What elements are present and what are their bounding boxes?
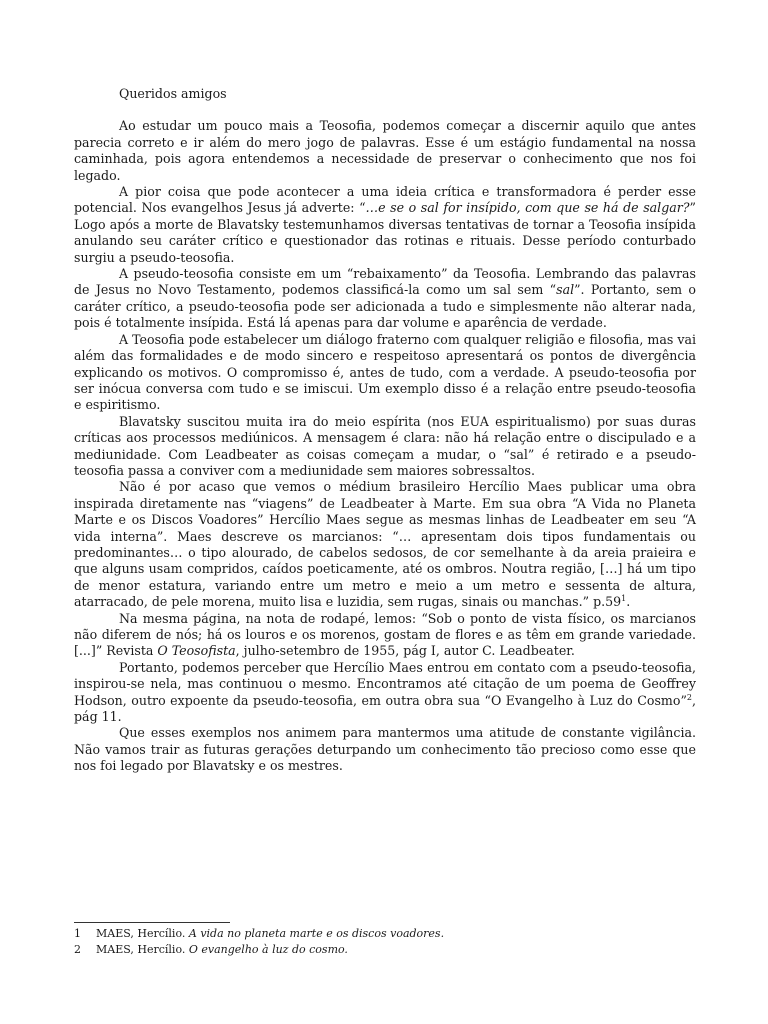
text-run: ”. Portanto, sem o caráter crítico, a pseudo-teosofia pode ser adicionada a tudo e simplesmente não alterar nada, pois é totalmente insípida. Está lá apenas para dar volume e aparência de verdade. <box>74 282 696 331</box>
text-run: , pág 11. <box>74 692 696 725</box>
footnote-ref: 1 <box>621 594 627 603</box>
letter-body <box>74 86 696 775</box>
paragraph <box>74 479 696 610</box>
paragraph <box>74 184 696 266</box>
text-run: A pior coisa que pode acontecer a uma ideia crítica e transformadora é perder esse potencial. Nos evangelhos Jesus já adverte: “ <box>74 184 696 216</box>
paragraph <box>74 725 696 774</box>
text-run: A pseudo-teosofia consiste em um “rebaixamento” da Teosofia. Lembrando das palavras de Jesus no Novo Testamento, podemos classificá-la como um sal sem “ <box>74 266 696 298</box>
text-run: ” Logo após a morte de Blavatsky testemunhamos diversas tentativas de tornar a Teosofia insípida anulando seu caráter crítico e questionador das rotinas e rituais. Desse período conturbado surgiu a pseudo-teosofia. <box>74 200 696 265</box>
footnote-ref: 2 <box>686 692 692 702</box>
paragraph <box>74 414 696 480</box>
footnote-text <box>96 942 348 958</box>
paragraph <box>74 332 696 414</box>
paragraph <box>74 266 696 332</box>
text-run: Que esses exemplos nos animem para mantermos uma atitude de constante vigilância. Não vamos trair as futuras gerações deturpando um conhecimento tão precioso como esse que nos foi legado por Blavatsky e os mestres. <box>74 725 696 774</box>
footnote-number: 2 <box>74 942 81 956</box>
italic-text: O Teosofista <box>157 643 236 659</box>
text-run: Ao estudar um pouco mais a Teosofia, podemos começar a discernir aquilo que antes parecia correto e ir além do mero jogo de palavras. Esse é um estágio fundamental na nossa caminhada, pois agora entendemos a necessidade de preservar o conhecimento que nos foi legado. <box>74 118 696 183</box>
text-run: , julho-setembro de 1955, pág I, autor C. Leadbeater. <box>235 643 575 659</box>
text-run: A Teosofia pode estabelecer um diálogo fraterno com qualquer religião e filosofia, mas vai além das formalidades e de modo sincero e respeitoso apresentará os pontos de divergência explicando os motivos. O compromisso é, antes de tudo, com a verdade. A pseudo-teosofia por ser inócua conversa com tudo e se imiscui. Um exemplo disso é a relação entre pseudo-teosofia e espiritismo. <box>74 331 696 413</box>
footnote <box>74 926 694 942</box>
text-run: Não é por acaso que vemos o médium brasileiro Hercílio Maes publicar uma obra inspirada diretamente nas “viagens” de Leadbeater à Marte. Em sua obra “A Vida no Planeta Marte e os Discos Voadores” Hercílio Maes segue as mesmas linhas de Leadbeater em seu “A vida interna”. Maes descreve os marcianos: “… apresentam dois tipos fundamentais ou predominantes… o tipo alourado, de cabelos sedosos, de cor semelhante à da areia praieira e que alguns usam compridos, caídos poeticamente, até os ombros. Noutra região, […] há um tipo de menor estatura, variando entre um metro e meio a um metro e sessenta de altura, atarracado, de pele morena, muito lisa e luzidia, sem rugas, sinais ou manchas.” p.59 <box>74 479 696 610</box>
footnote <box>74 942 694 958</box>
footnote-title: O evangelho à luz do cosmo. <box>188 942 348 956</box>
italic-text: …e se o sal for insípido, com que se há de salgar? <box>365 200 690 216</box>
text-run: Na mesma página, na nota de rodapé, lemos: “Sob o ponto de vista físico, os marcianos não diferem de nós; há os louros e os morenos, gostam de flores e as têm em grande variedade. [...]” Revista <box>74 610 696 659</box>
footnote-title: A vida no planeta marte e os discos voadores. <box>188 927 445 940</box>
paragraphs <box>74 118 696 774</box>
paragraph <box>74 611 696 660</box>
footnote-text <box>96 926 444 942</box>
italic-text: sal <box>556 282 575 298</box>
footnote-author: MAES, Hercílio. <box>96 927 189 940</box>
paragraph <box>74 660 696 726</box>
footnote-author: MAES, Hercílio. <box>96 942 189 956</box>
paragraph <box>74 118 696 184</box>
text-run: Portanto, podemos perceber que Hercílio Maes entrou em contato com a pseudo-teosofia, inspirou-se nela, mas continuou o mesmo. Encontramos até citação de um poema de Geoffrey Hodson, outro expoente da pseudo-teosofia, em outra obra sua “O Evangelho à Luz do Cosmo” <box>74 659 696 708</box>
text-run: . <box>626 594 631 610</box>
footnote-separator <box>74 922 230 923</box>
greeting: Queridos amigos <box>119 86 227 101</box>
text-run: Blavatsky suscitou muita ira do meio espírita (nos EUA espiritualismo) por suas duras críticas aos processos mediúnicos. A mensagem é clara: não há relação entre o discipulado e a mediunidade. Com Leadbeater as coisas começam a mudar, o “sal” é retirado e a pseudo-teosofia passa a conviver com a mediunidade sem maiores sobressaltos. <box>74 413 696 478</box>
footnotes <box>74 926 694 957</box>
footnote-number: 1 <box>74 927 81 940</box>
